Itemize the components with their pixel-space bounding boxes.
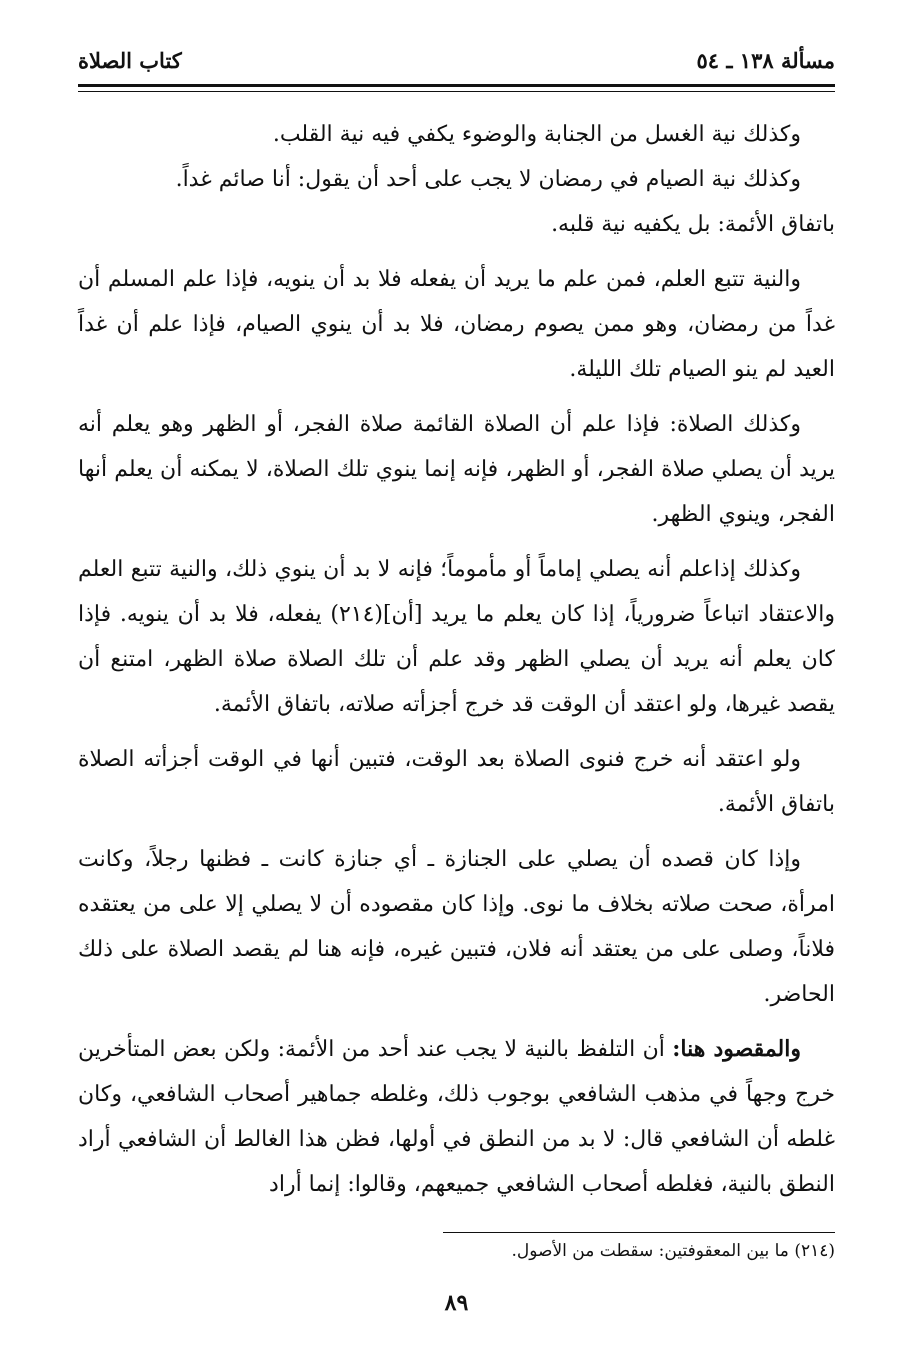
footnote: (٢١٤) ما بين المعقوفتين: سقطت من الأصول. xyxy=(511,1241,835,1261)
paragraph-text: وكذلك نية الغسل من الجنابة والوضوء يكفي فيه نية القلب. xyxy=(272,122,801,147)
paragraph xyxy=(78,737,835,827)
running-header xyxy=(78,48,835,76)
paragraph-text: وكذلك نية الصيام في رمضان لا يجب على أحد أن يقول: أنا صائم غداً. xyxy=(175,167,801,192)
paragraph-text: والنية تتبع العلم، فمن علم ما يريد أن يفعله فلا بد أن ينويه، فإذا علم المسلم أن غداً من رمضان، وهو ممن يصوم رمضان، فلا بد أن ينوي الصيام، فإذا علم أن غداً العيد لم ينو الصيام تلك الليلة. xyxy=(78,267,835,382)
paragraph-lead: والمقصود هنا: xyxy=(672,1036,801,1062)
paragraph xyxy=(78,837,835,1017)
paragraph-text: أن التلفظ بالنية لا يجب عند أحد من الأئمة: ولكن بعض المتأخرين خرج وجهاً في مذهب الشافعي بوجوب ذلك، وغلطه جماهير أصحاب الشافعي، وكان غلطه أن الشافعي قال: لا بد من النطق في أولها، فظن هذا الغالط أن الشافعي أراد النطق بالنية، فغلطه أصحاب الشافعي جميعهم، وقالوا: إنما أراد xyxy=(78,1037,835,1197)
header-rule-thick xyxy=(78,84,835,87)
paragraph xyxy=(78,547,835,727)
section-title: مسألة ١٣٨ ـ ٥٤ xyxy=(696,48,835,73)
paragraph xyxy=(78,402,835,537)
paragraph-text: وإذا كان قصده أن يصلي على الجنازة ـ أي جنازة كانت ـ فظنها رجلاً، وكانت امرأة، صحت صلاته بخلاف ما نوى. وإذا كان مقصوده أن لا يصلي إلا على من يعتقده فلاناً، وصلى على من يعتقد أنه فلان، فتبين غيره، فإنه هنا لم يقصد الصلاة على ذلك الحاضر. xyxy=(78,847,835,1007)
paragraph-text: وكذلك إذاعلم أنه يصلي إماماً أو مأموماً؛ فإنه لا بد أن ينوي ذلك، والنية تتبع العلم والاعتقاد اتباعاً ضرورياً، إذا كان يعلم ما يريد [أن](٢١٤) يفعله، فلا بد أن ينويه. فإذا كان يعلم أنه يريد أن يصلي الظهر وقد علم أن تلك الصلاة صلاة الظهر، امتنع أن يقصد غيرها، ولو اعتقد أن الوقت قد خرج أجزأته صلاته، باتفاق الأئمة. xyxy=(78,557,835,717)
paragraph-text: ولو اعتقد أنه خرج فنوى الصلاة بعد الوقت، فتبين أنها في الوقت أجزأته الصلاة باتفاق الأئمة. xyxy=(78,747,835,817)
paragraph-text: باتفاق الأئمة: بل يكفيه نية قلبه. xyxy=(551,212,835,237)
paragraph xyxy=(78,112,835,157)
paragraph-text: وكذلك الصلاة: فإذا علم أن الصلاة القائمة صلاة الفجر، أو الظهر وهو يعلم أنه يريد أن يصلي صلاة الفجر، أو الظهر، فإنه إنما ينوي تلك الصلاة، لا يمكنه أن يعلم أنها الفجر، وينوي الظهر. xyxy=(78,412,835,527)
header-rule-thin xyxy=(78,91,835,92)
paragraph xyxy=(78,157,835,202)
footnote-rule xyxy=(443,1232,835,1233)
main-text xyxy=(78,112,835,1217)
paragraph xyxy=(78,202,835,247)
book-title: كتاب الصلاة xyxy=(78,48,182,73)
paragraph xyxy=(78,257,835,392)
paragraph xyxy=(78,1027,835,1207)
page-number: ٨٩ xyxy=(444,1290,469,1316)
